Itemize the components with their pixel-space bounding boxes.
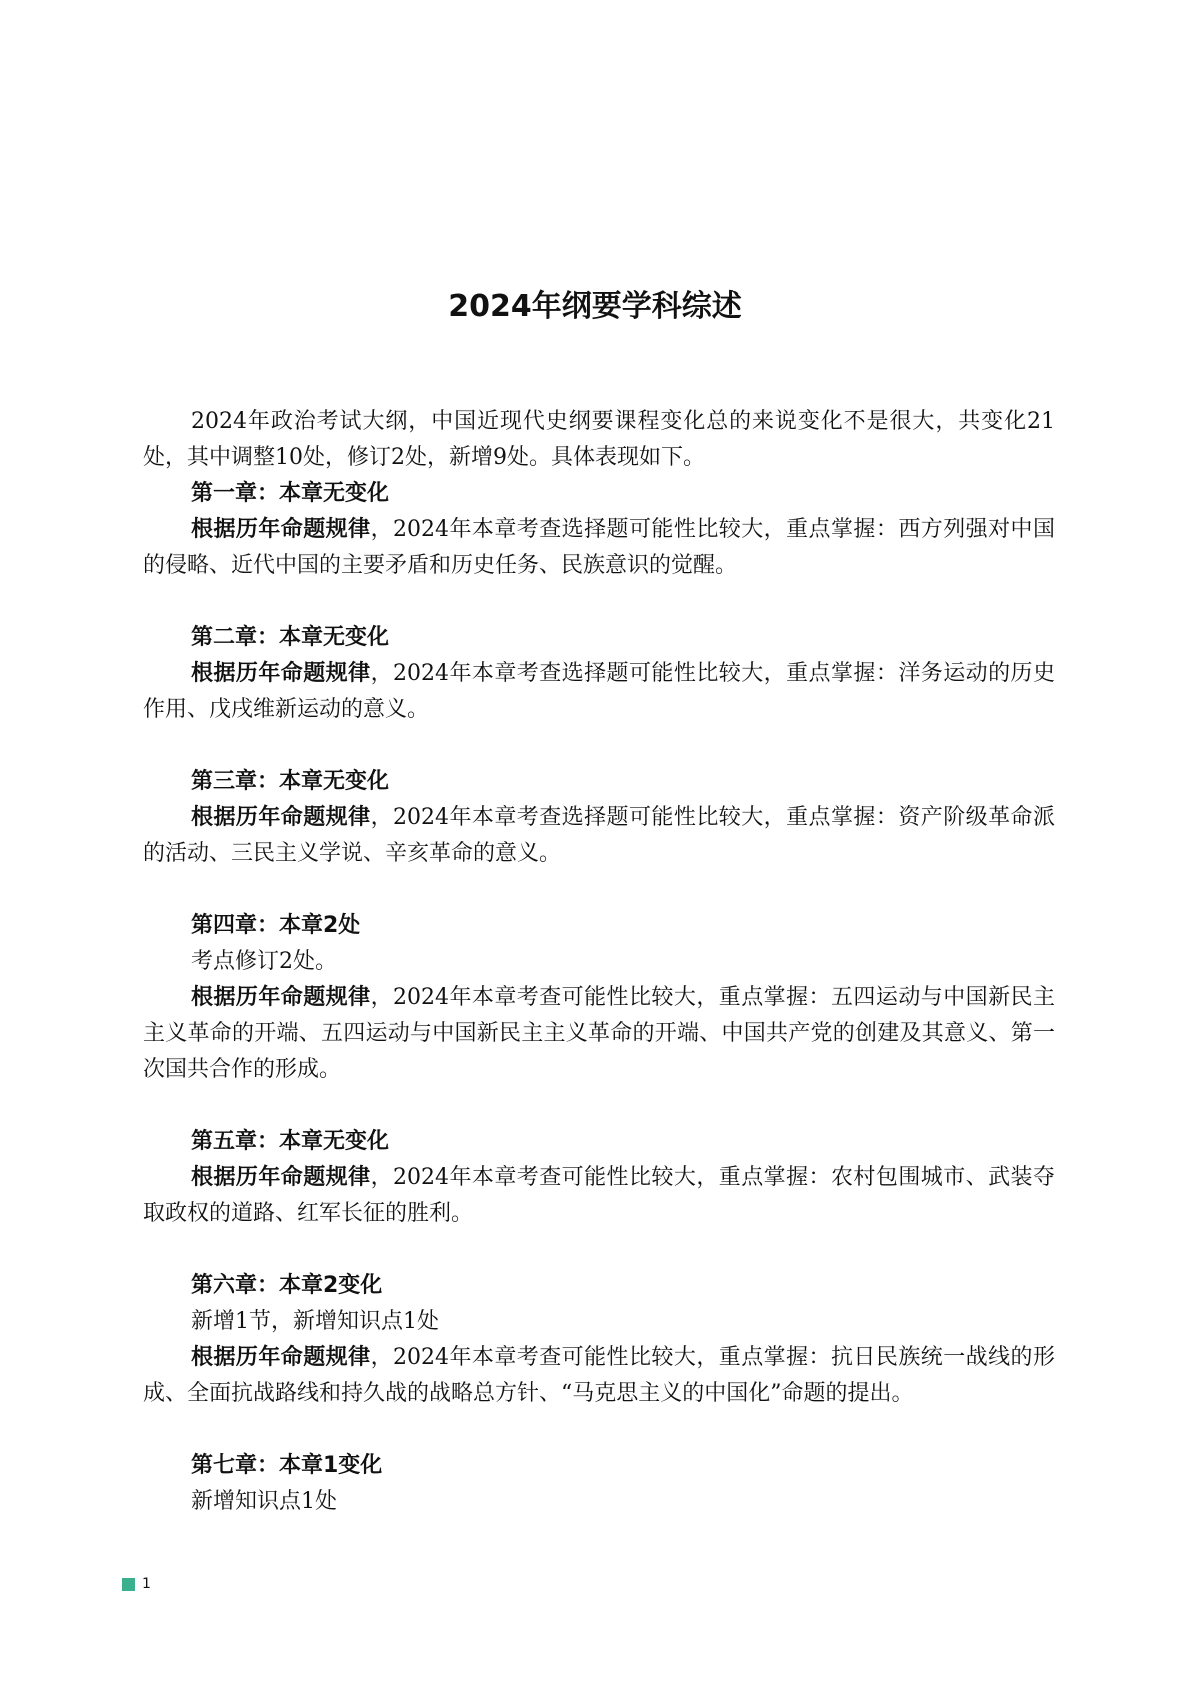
- rule-text: ，2024年本章考查可能性比较大，重点掌握：抗日民族统一战线的形成、全面抗战路线和持久战的战略总方针、“马克思主义的中国化”命题的提出。: [143, 1345, 1055, 1406]
- rule-text: ，2024年本章考查可能性比较大，重点掌握：农村包围城市、武装夺取政权的道路、红军长征的胜利。: [143, 1165, 1055, 1226]
- chapter-7-heading: 第七章：本章1变化: [191, 1453, 383, 1478]
- chapter-5-heading: 第五章：本章无变化: [191, 1129, 390, 1154]
- rule-text: ，2024年本章考查选择题可能性比较大，重点掌握：西方列强对中国的侵略、近代中国的主要矛盾和历史任务、民族意识的觉醒。: [143, 517, 1055, 578]
- rule-label: 根据历年命题规律: [191, 1345, 371, 1370]
- chapter-5-rule: [143, 1160, 1055, 1232]
- chapter-1-heading: 第一章：本章无变化: [191, 481, 390, 506]
- page-marker-icon: [122, 1578, 135, 1591]
- chapter-6-rule: [143, 1340, 1055, 1412]
- chapter-3-rule: [143, 800, 1055, 872]
- rule-text: ，2024年本章考查选择题可能性比较大，重点掌握：洋务运动的历史作用、戊戌维新运动的意义。: [143, 661, 1055, 722]
- chapter-2-rule: [143, 656, 1055, 728]
- intro-paragraph: 2024年政治考试大纲，中国近现代史纲要课程变化总的来说变化不是很大，共变化21处，其中调整10处，修订2处，新增9处。具体表现如下。: [143, 409, 1055, 470]
- chapter-6-heading: 第六章：本章2变化: [191, 1273, 383, 1298]
- page-footer: [122, 1574, 151, 1594]
- document-title: 2024年纲要学科综述: [448, 289, 742, 324]
- chapter-4-note: 考点修订2处。: [191, 949, 337, 974]
- document-body: [143, 404, 1055, 1520]
- rule-label: 根据历年命题规律: [191, 805, 371, 830]
- chapter-4-heading: 第四章：本章2处: [191, 913, 361, 938]
- rule-label: 根据历年命题规律: [191, 517, 371, 542]
- chapter-1-rule: [143, 512, 1055, 584]
- chapter-2-heading: 第二章：本章无变化: [191, 625, 390, 650]
- rule-text: ，2024年本章考查可能性比较大，重点掌握：五四运动与中国新民主主义革命的开端、五四运动与中国新民主主义革命的开端、中国共产党的创建及其意义、第一次国共合作的形成。: [143, 985, 1055, 1082]
- page-number: 1: [142, 1576, 151, 1592]
- chapter-3-heading: 第三章：本章无变化: [191, 769, 390, 794]
- chapter-4-rule: [143, 980, 1055, 1088]
- rule-label: 根据历年命题规律: [191, 1165, 371, 1190]
- chapter-6-note: 新增1节，新增知识点1处: [191, 1309, 439, 1334]
- chapter-7-note: 新增知识点1处: [191, 1489, 337, 1514]
- rule-label: 根据历年命题规律: [191, 661, 371, 686]
- rule-label: 根据历年命题规律: [191, 985, 371, 1010]
- rule-text: ，2024年本章考查选择题可能性比较大，重点掌握：资产阶级革命派的活动、三民主义学说、辛亥革命的意义。: [143, 805, 1055, 866]
